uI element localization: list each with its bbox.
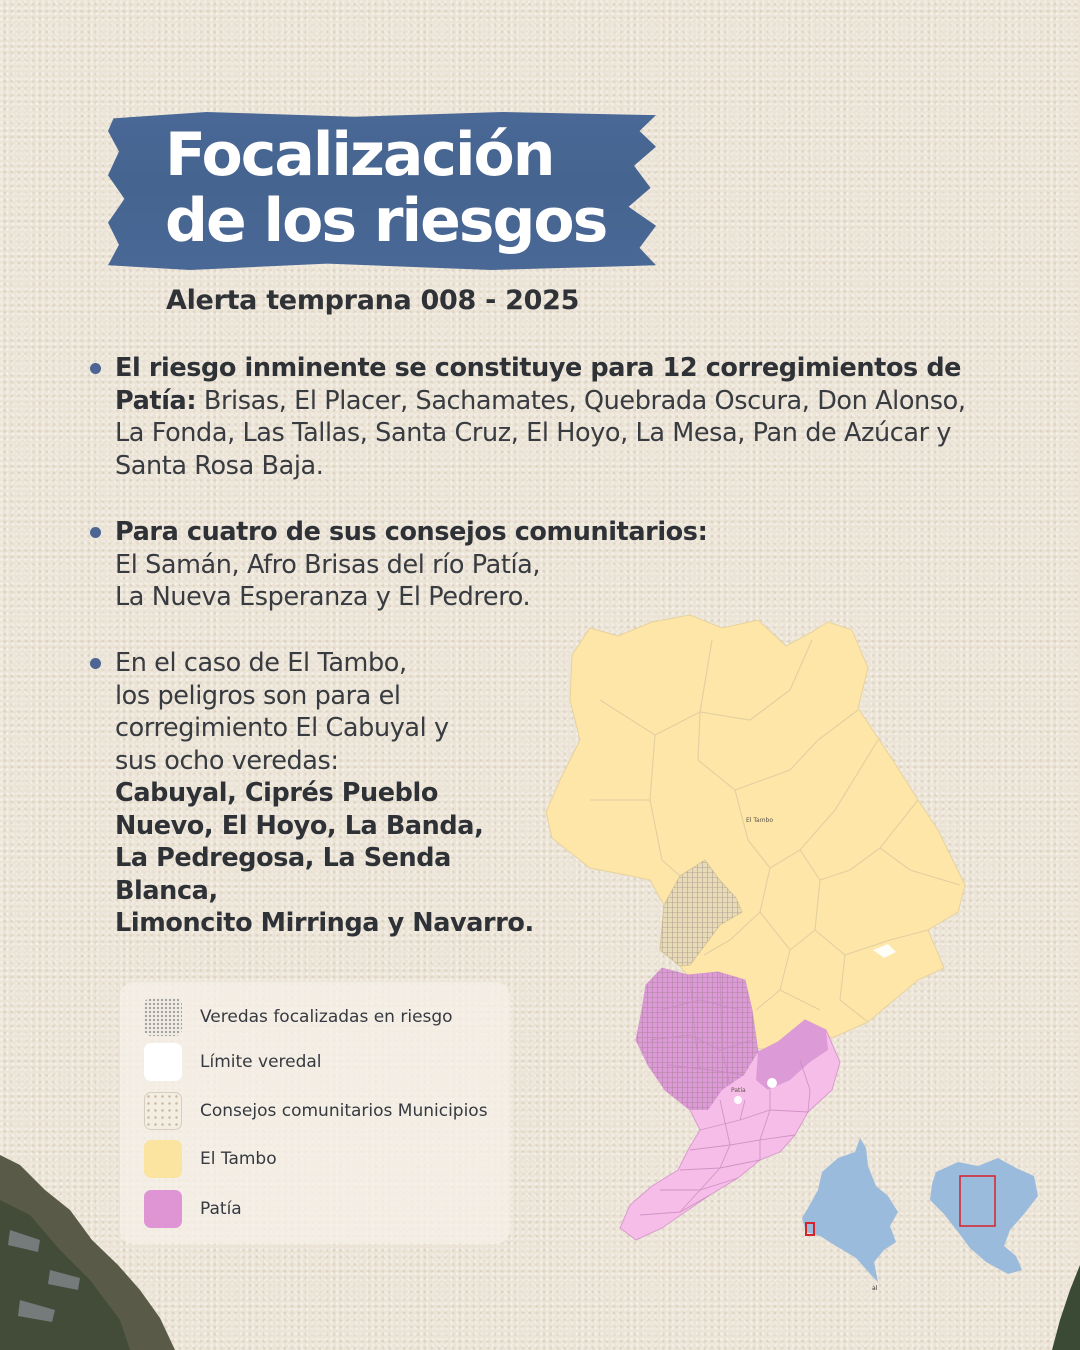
legend-item-consejos bbox=[144, 1092, 488, 1130]
bullet-bold-line: Cabuyal, Ciprés Pueblo bbox=[115, 778, 438, 808]
legend-label: Límite veredal bbox=[200, 1052, 322, 1072]
el-tambo-region bbox=[546, 615, 965, 1050]
torn-photo-right bbox=[1052, 1265, 1080, 1350]
title-line-2: de los riesgos bbox=[165, 186, 607, 256]
legend-label: Consejos comunitarios Municipios bbox=[200, 1101, 488, 1121]
legend-item-veredas bbox=[144, 998, 453, 1036]
bullet-body-line: sus ocho veredas: bbox=[115, 745, 339, 776]
urban-enclave bbox=[734, 1096, 742, 1104]
legend-label: El Tambo bbox=[200, 1149, 277, 1169]
legend-swatch-white bbox=[144, 1043, 182, 1081]
bullet-body-line: los peligros son para el bbox=[115, 680, 401, 711]
legend-label: Patía bbox=[200, 1199, 242, 1219]
title-line-1: Focalización bbox=[165, 120, 554, 190]
decorative-photo-edge bbox=[0, 1150, 1080, 1350]
legend-label: Veredas focalizadas en riesgo bbox=[200, 1007, 453, 1027]
bullet-bold-line: Limoncito Mirringa y Navarro. bbox=[115, 908, 534, 938]
bullet-body-line: En el caso de El Tambo, bbox=[115, 648, 407, 678]
bullet-heading: Para cuatro de sus consejos comunitarios: bbox=[115, 517, 708, 547]
bullet-body-line: corregimiento El Cabuyal y bbox=[115, 713, 449, 743]
subtitle: Alerta temprana 008 - 2025 bbox=[166, 285, 580, 316]
map-label-el-tambo: El Tambo bbox=[746, 817, 774, 824]
legend-item-limite bbox=[144, 1043, 322, 1081]
urban-enclave bbox=[767, 1078, 777, 1088]
bullet-heading: El riesgo inminente se constituye para 12 corregimientos de Patía: bbox=[115, 353, 962, 416]
bullet-body-line: La Nueva Esperanza y El Pedrero. bbox=[115, 582, 531, 612]
bullet-bold-line: La Pedregosa, La Senda Blanca, bbox=[115, 843, 451, 906]
bullet-bold-line: Nuevo, El Hoyo, La Banda, bbox=[115, 810, 484, 841]
map-label-patia: Patía bbox=[731, 1087, 746, 1094]
bullet-body-line: El Samán, Afro Brisas del río Patía, bbox=[115, 549, 541, 580]
legend-swatch-dotted bbox=[144, 1092, 182, 1130]
bullet-body: Brisas, El Placer, Sachamates, Quebrada Oscura, Don Alonso, La Fonda, Las Tallas, Santa Cruz, El Hoyo, La Mesa, Pan de Azúcar y Santa Rosa Baja. bbox=[115, 385, 966, 481]
inset-mark: al bbox=[872, 1285, 878, 1292]
legend-swatch-hatch bbox=[144, 998, 182, 1036]
